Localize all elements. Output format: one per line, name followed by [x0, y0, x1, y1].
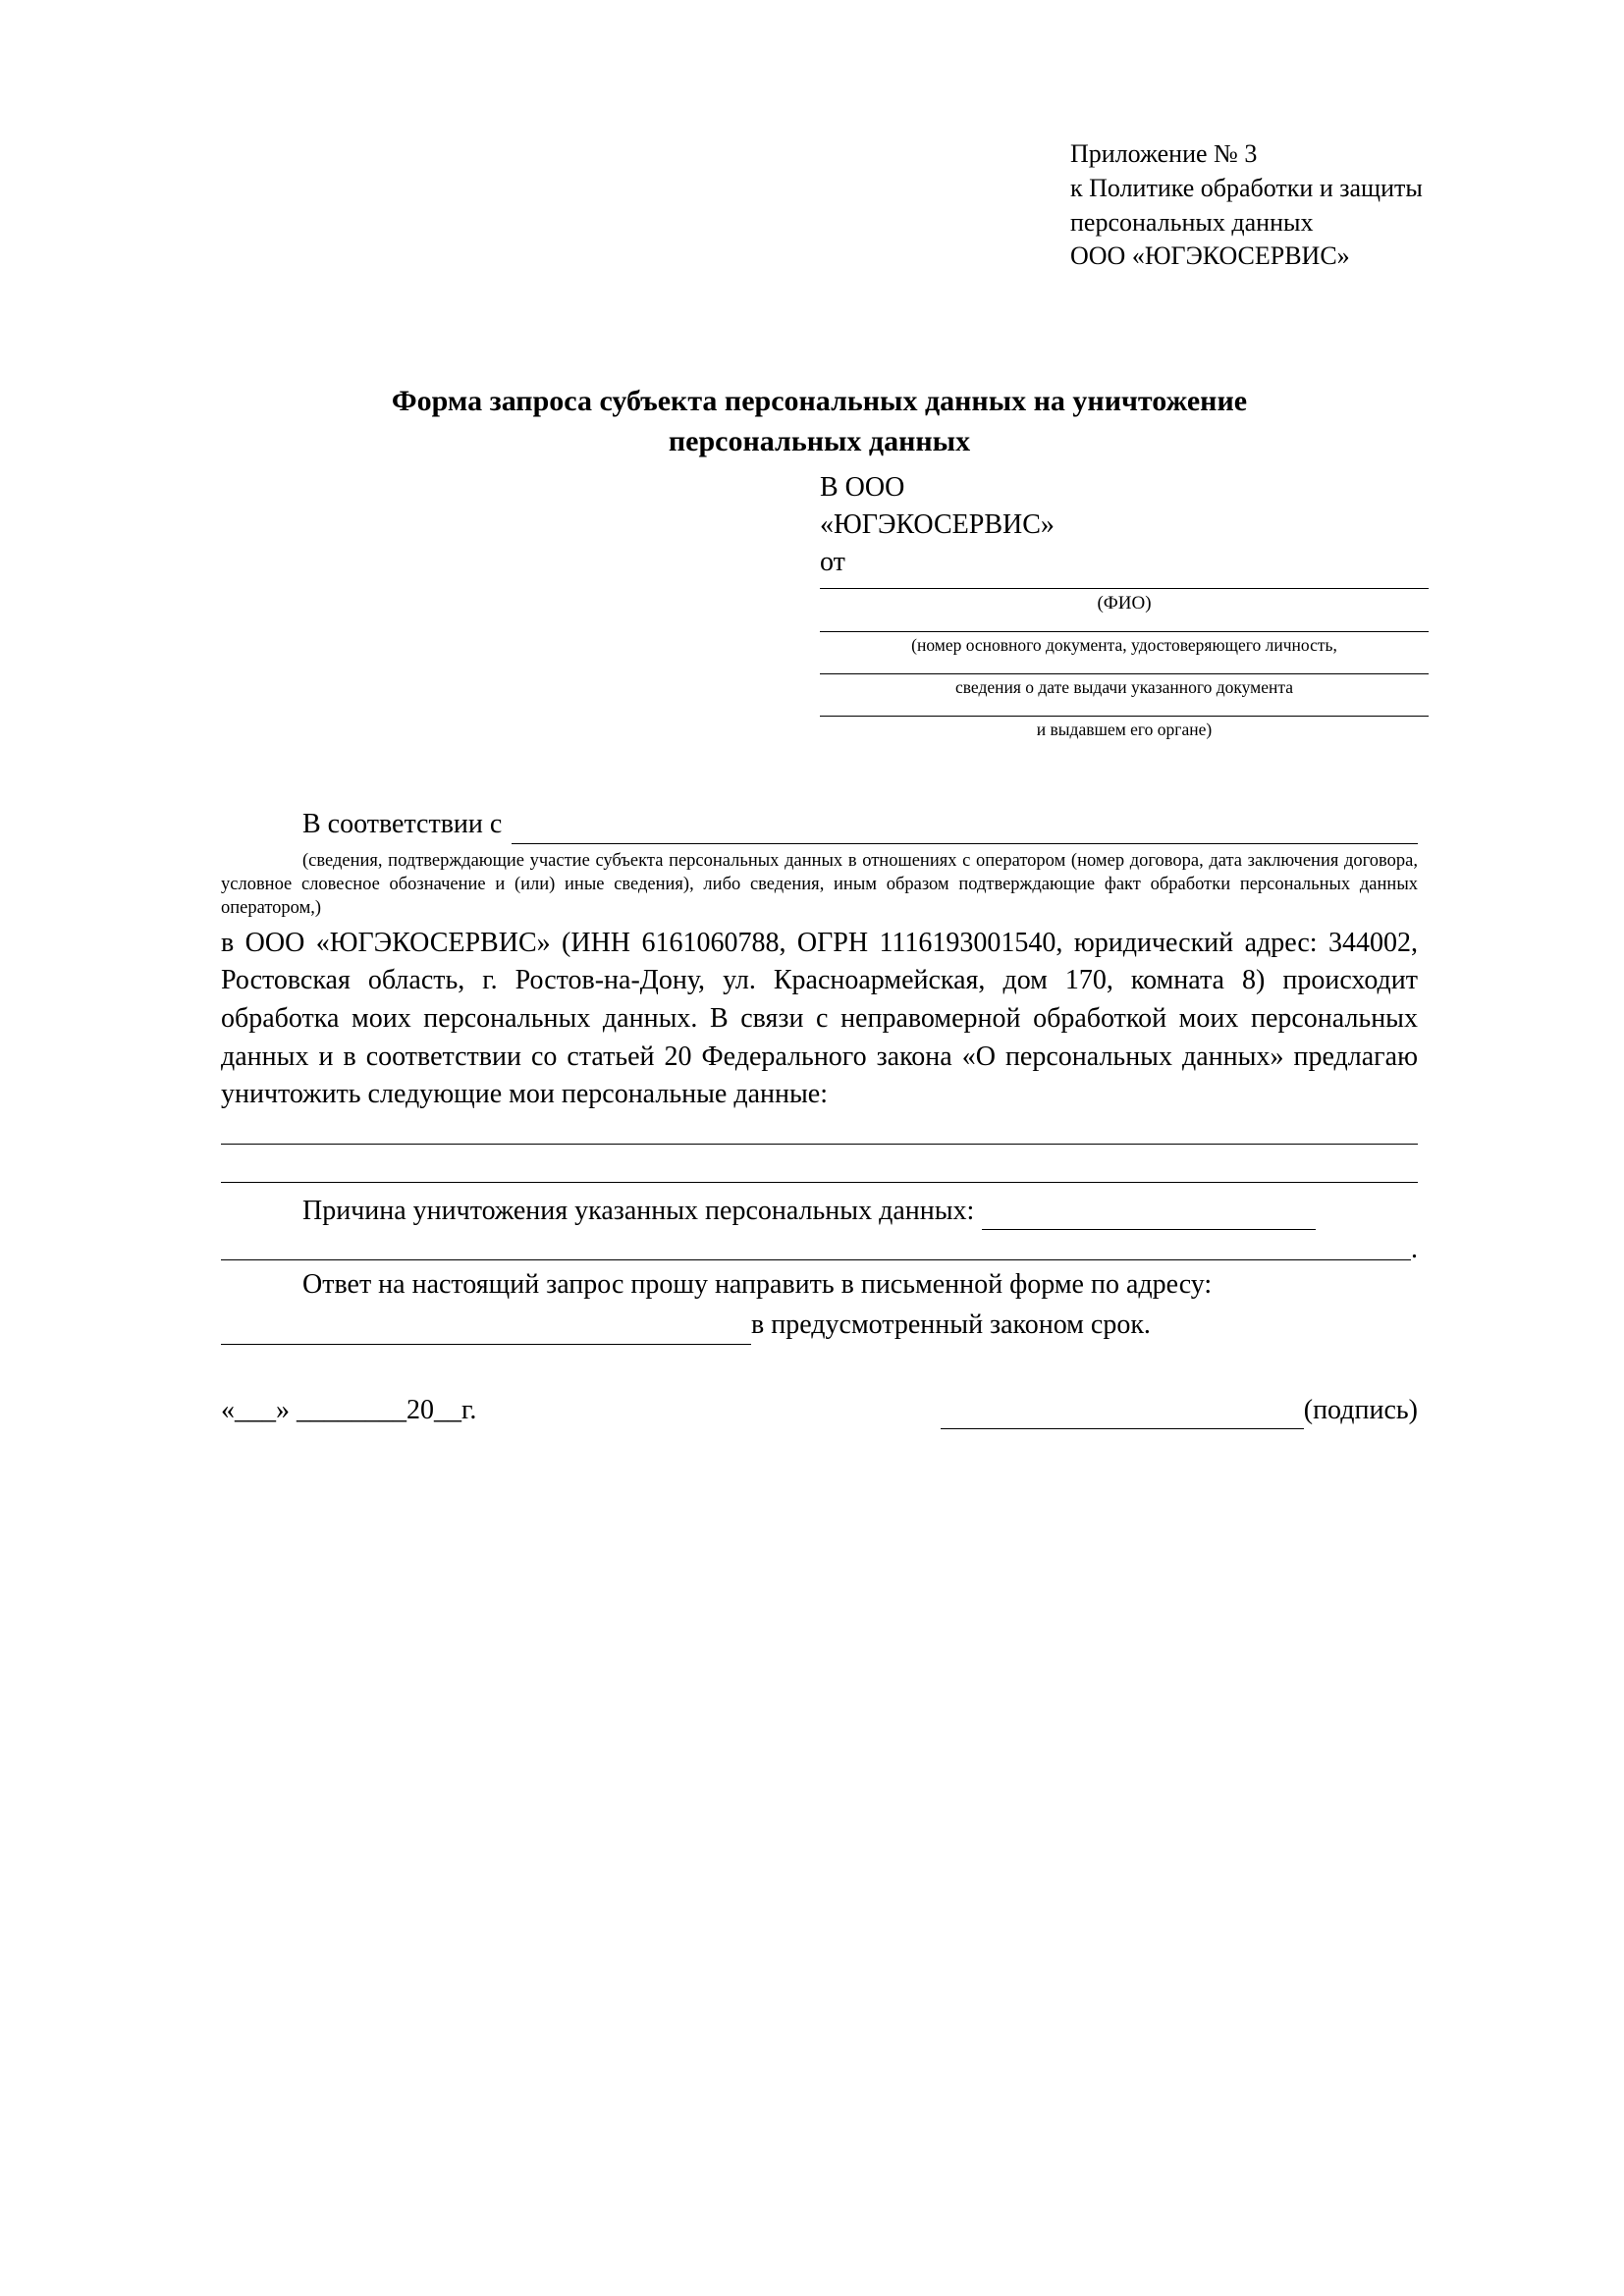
doc-issuer-input-line[interactable] — [820, 716, 1429, 717]
doc-number-field-group — [820, 631, 1429, 657]
data-list-input-line-1[interactable] — [221, 1144, 1418, 1145]
addressee-block — [820, 469, 1429, 581]
fio-field-group — [820, 588, 1429, 615]
addressee-line-1: В ООО — [820, 472, 905, 504]
in-accordance-input-line[interactable] — [512, 818, 1418, 844]
company-name-header: ООО «ЮГЭКОСЕРВИС» — [1070, 241, 1350, 271]
reason-tail-row — [221, 1234, 1418, 1265]
reason-row — [221, 1193, 1418, 1231]
document-body — [221, 806, 1418, 1429]
page-title — [221, 382, 1418, 461]
addressee-line-3: от — [820, 547, 845, 578]
policy-line-1: к Политике обработки и защиты — [1070, 173, 1423, 202]
address-row — [221, 1307, 1418, 1345]
main-paragraph: в ООО «ЮГЭКОСЕРВИС» (ИНН 6161060788, ОГРН 1116193001540, юридический адрес: 344002, Ростовская область, г. Ростов-на-Дону, ул. Красноармейская, дом 170, комната 8) происходит обработка моих персональных данных. В связи с неправомерной обработкой моих персональных данных и в соответствии со статьей 20 Федерального закона «О персональных данных» предлагаю уничтожить следующие мои персональные данные: — [221, 927, 1418, 1110]
doc-date-caption: сведения о дате выдачи указанного документа — [954, 677, 1293, 698]
reason-label: Причина уничтожения указанных персональных данных: — [302, 1195, 975, 1226]
doc-date-input-line[interactable] — [820, 673, 1429, 674]
signature-input-line[interactable] — [941, 1403, 1304, 1429]
data-list-input-line-2[interactable] — [221, 1182, 1418, 1183]
page-title-line-2: персональных данных — [668, 424, 971, 457]
signature-row — [221, 1392, 1418, 1430]
appendix-header — [1070, 137, 1624, 274]
policy-line-2: персональных данных — [1070, 207, 1314, 237]
in-accordance-label: В соответствии с — [302, 808, 503, 839]
answer-paragraph: Ответ на настоящий запрос прошу направить в письменной форме по адресу: — [302, 1269, 1213, 1301]
date-field[interactable]: «___» ________20__г. — [221, 1394, 477, 1425]
address-input-line[interactable] — [221, 1318, 751, 1345]
addressee-line-2: «ЮГЭКОСЕРВИС» — [820, 509, 1055, 541]
doc-date-field-group — [820, 673, 1429, 699]
fio-caption: (ФИО) — [1097, 592, 1152, 614]
doc-number-caption: (номер основного документа, удостоверяющего личность, — [911, 635, 1337, 656]
reason-input-line-2[interactable] — [221, 1234, 1411, 1260]
page-title-line-1: Форма запроса субъекта персональных данных на уничтожение — [391, 385, 1248, 418]
doc-number-input-line[interactable] — [820, 631, 1429, 632]
signature-caption: (подпись) — [1303, 1394, 1418, 1425]
appendix-number: Приложение № 3 — [1070, 139, 1258, 168]
fio-input-line[interactable] — [820, 588, 1429, 589]
in-accordance-note-text: (сведения, подтверждающие участие субъекта персональных данных в отношениях с оператором (номер договора, дата заключения договора, условное словесное обозначение и (или) иные сведения), либо сведения, иным образом подтверждающие факт обработки персональных данных оператором,) — [221, 850, 1418, 918]
doc-issuer-caption: и выдавшем его органе) — [1036, 720, 1213, 740]
reason-input-line-1[interactable] — [982, 1203, 1316, 1230]
doc-issuer-field-group — [820, 716, 1429, 741]
in-accordance-note — [221, 849, 1418, 920]
reason-end-dot: . — [1411, 1234, 1418, 1265]
deadline-text: в предусмотренный законом срок. — [751, 1309, 1151, 1341]
in-accordance-row — [221, 806, 1418, 844]
